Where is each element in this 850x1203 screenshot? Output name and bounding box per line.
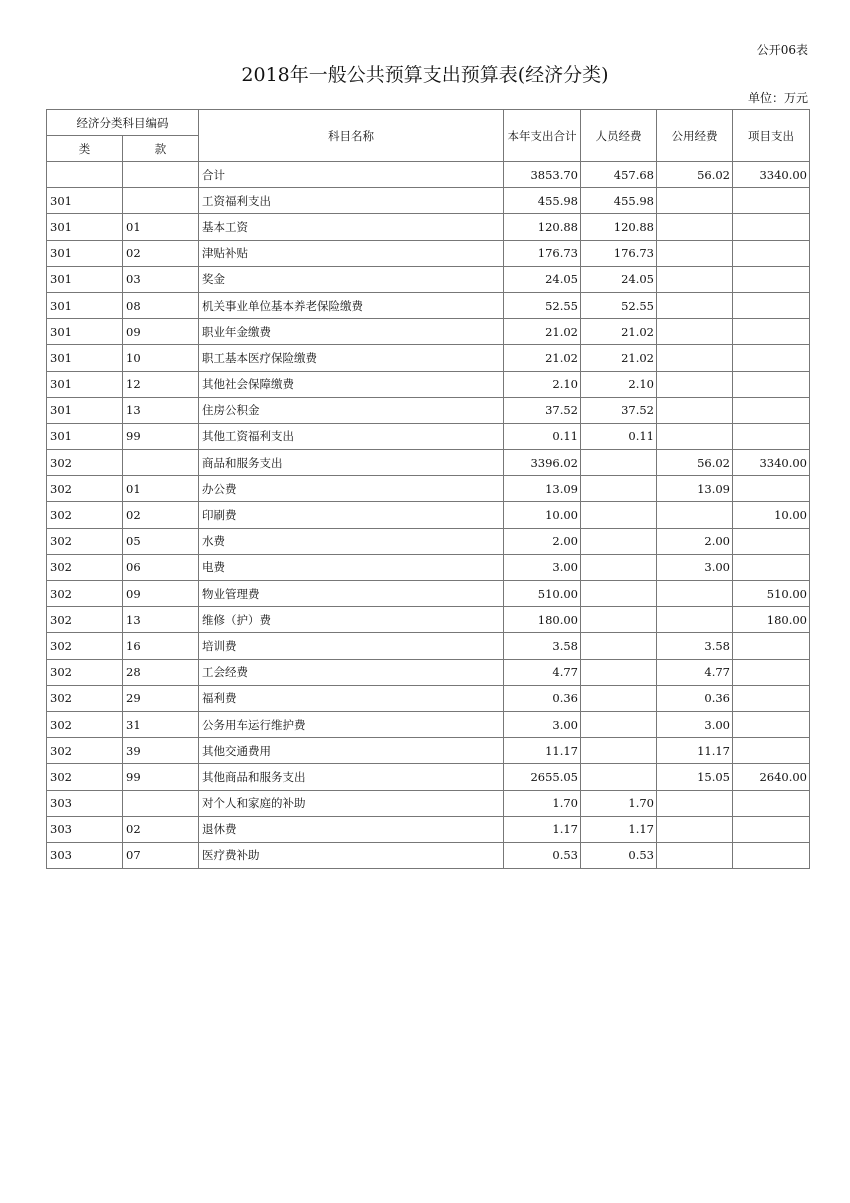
cell-name: 职工基本医疗保险缴费: [199, 345, 504, 371]
cell-lei: [47, 162, 123, 188]
cell-kuan: 39: [123, 738, 199, 764]
cell-lei: 302: [47, 764, 123, 790]
cell-public: 3.58: [657, 633, 733, 659]
cell-lei: 301: [47, 345, 123, 371]
cell-lei: 302: [47, 711, 123, 737]
unit-label: 单位：万元: [747, 91, 808, 105]
cell-personnel: [581, 764, 657, 790]
table-row: [47, 214, 810, 240]
cell-kuan: 09: [123, 319, 199, 345]
cell-total: 120.88: [504, 214, 581, 240]
cell-lei: 302: [47, 659, 123, 685]
cell-kuan: 05: [123, 528, 199, 554]
table-row: [47, 790, 810, 816]
cell-total: 3.58: [504, 633, 581, 659]
table-row: [47, 162, 810, 188]
table-row: [47, 371, 810, 397]
cell-public: [657, 266, 733, 292]
cell-public: [657, 345, 733, 371]
cell-project: 180.00: [733, 607, 810, 633]
cell-personnel: 1.17: [581, 816, 657, 842]
cell-name: 退休费: [199, 816, 504, 842]
cell-personnel: 457.68: [581, 162, 657, 188]
cell-name: 办公费: [199, 476, 504, 502]
cell-kuan: 08: [123, 292, 199, 318]
header-kuan: 款: [123, 136, 199, 162]
table-row: [47, 319, 810, 345]
cell-kuan: [123, 188, 199, 214]
cell-lei: 302: [47, 450, 123, 476]
cell-personnel: 21.02: [581, 319, 657, 345]
cell-lei: 302: [47, 685, 123, 711]
cell-project: [733, 319, 810, 345]
cell-personnel: [581, 711, 657, 737]
cell-public: [657, 319, 733, 345]
cell-total: 510.00: [504, 581, 581, 607]
cell-project: [733, 790, 810, 816]
cell-personnel: [581, 659, 657, 685]
cell-lei: 301: [47, 292, 123, 318]
cell-total: 2655.05: [504, 764, 581, 790]
cell-personnel: [581, 450, 657, 476]
page-title: 2018年一般公共预算支出预算表(经济分类): [241, 64, 609, 86]
cell-project: [733, 685, 810, 711]
cell-kuan: [123, 162, 199, 188]
cell-public: [657, 816, 733, 842]
cell-lei: 301: [47, 319, 123, 345]
cell-personnel: [581, 607, 657, 633]
cell-project: [733, 397, 810, 423]
cell-personnel: 52.55: [581, 292, 657, 318]
cell-project: [733, 528, 810, 554]
cell-lei: 301: [47, 397, 123, 423]
cell-kuan: 29: [123, 685, 199, 711]
cell-project: [733, 214, 810, 240]
cell-total: 180.00: [504, 607, 581, 633]
cell-kuan: 02: [123, 240, 199, 266]
cell-personnel: [581, 476, 657, 502]
cell-name: 水费: [199, 528, 504, 554]
cell-public: [657, 607, 733, 633]
cell-kuan: 02: [123, 502, 199, 528]
cell-public: [657, 423, 733, 449]
table-row: [47, 738, 810, 764]
cell-name: 物业管理费: [199, 581, 504, 607]
header-project: 项目支出: [733, 110, 810, 162]
cell-public: [657, 188, 733, 214]
cell-public: 3.00: [657, 711, 733, 737]
cell-project: 3340.00: [733, 162, 810, 188]
cell-project: [733, 659, 810, 685]
table-row: [47, 397, 810, 423]
cell-name: 电费: [199, 554, 504, 580]
cell-lei: 302: [47, 581, 123, 607]
cell-public: 13.09: [657, 476, 733, 502]
cell-name: 奖金: [199, 266, 504, 292]
cell-total: 37.52: [504, 397, 581, 423]
cell-project: [733, 188, 810, 214]
cell-public: 3.00: [657, 554, 733, 580]
cell-public: [657, 790, 733, 816]
cell-kuan: [123, 450, 199, 476]
cell-lei: 302: [47, 528, 123, 554]
cell-kuan: 10: [123, 345, 199, 371]
cell-lei: 302: [47, 633, 123, 659]
cell-public: [657, 581, 733, 607]
cell-name: 其他社会保障缴费: [199, 371, 504, 397]
cell-total: 3.00: [504, 711, 581, 737]
cell-kuan: 12: [123, 371, 199, 397]
cell-kuan: 01: [123, 476, 199, 502]
table-row: [47, 607, 810, 633]
cell-project: 10.00: [733, 502, 810, 528]
cell-personnel: 24.05: [581, 266, 657, 292]
cell-name: 工会经费: [199, 659, 504, 685]
table-row: [47, 450, 810, 476]
cell-personnel: [581, 685, 657, 711]
cell-project: [733, 371, 810, 397]
cell-name: 机关事业单位基本养老保险缴费: [199, 292, 504, 318]
cell-name: 商品和服务支出: [199, 450, 504, 476]
cell-project: [733, 711, 810, 737]
table-row: [47, 816, 810, 842]
table-body: [47, 162, 810, 869]
cell-total: 10.00: [504, 502, 581, 528]
cell-kuan: 13: [123, 397, 199, 423]
cell-lei: 302: [47, 554, 123, 580]
table-row: [47, 633, 810, 659]
table-row: [47, 292, 810, 318]
cell-total: 4.77: [504, 659, 581, 685]
cell-project: [733, 266, 810, 292]
cell-total: 13.09: [504, 476, 581, 502]
table-row: [47, 345, 810, 371]
header-lei: 类: [47, 136, 123, 162]
cell-total: 455.98: [504, 188, 581, 214]
cell-public: [657, 214, 733, 240]
cell-name: 工资福利支出: [199, 188, 504, 214]
cell-name: 住房公积金: [199, 397, 504, 423]
table-row: [47, 685, 810, 711]
cell-kuan: 07: [123, 842, 199, 868]
cell-kuan: 06: [123, 554, 199, 580]
table-row: [47, 554, 810, 580]
table-header: [47, 110, 810, 162]
header-total: 本年支出合计: [504, 110, 581, 162]
cell-public: [657, 371, 733, 397]
cell-project: [733, 554, 810, 580]
cell-total: 2.00: [504, 528, 581, 554]
table-row: [47, 764, 810, 790]
cell-total: 0.11: [504, 423, 581, 449]
cell-personnel: [581, 633, 657, 659]
cell-personnel: 21.02: [581, 345, 657, 371]
cell-personnel: 120.88: [581, 214, 657, 240]
cell-public: [657, 397, 733, 423]
cell-public: [657, 842, 733, 868]
cell-personnel: [581, 528, 657, 554]
table-row: [47, 240, 810, 266]
cell-total: 1.17: [504, 816, 581, 842]
cell-kuan: 28: [123, 659, 199, 685]
cell-project: [733, 423, 810, 449]
cell-public: [657, 502, 733, 528]
cell-lei: 303: [47, 842, 123, 868]
table-row: [47, 528, 810, 554]
cell-project: [733, 842, 810, 868]
cell-name: 医疗费补助: [199, 842, 504, 868]
table-row: [47, 659, 810, 685]
cell-public: 56.02: [657, 162, 733, 188]
cell-total: 1.70: [504, 790, 581, 816]
cell-lei: 301: [47, 266, 123, 292]
cell-personnel: 455.98: [581, 188, 657, 214]
cell-name: 津贴补贴: [199, 240, 504, 266]
cell-total: 24.05: [504, 266, 581, 292]
cell-total: 3853.70: [504, 162, 581, 188]
table-row: [47, 502, 810, 528]
cell-name: 其他交通费用: [199, 738, 504, 764]
cell-kuan: 02: [123, 816, 199, 842]
cell-total: 52.55: [504, 292, 581, 318]
cell-lei: 302: [47, 607, 123, 633]
cell-kuan: 09: [123, 581, 199, 607]
table-row: [47, 188, 810, 214]
cell-kuan: 01: [123, 214, 199, 240]
cell-kuan: 03: [123, 266, 199, 292]
cell-kuan: 31: [123, 711, 199, 737]
cell-total: 21.02: [504, 345, 581, 371]
budget-table: [46, 109, 810, 869]
cell-personnel: [581, 554, 657, 580]
cell-personnel: 0.53: [581, 842, 657, 868]
header-name: 科目名称: [199, 110, 504, 162]
cell-public: 4.77: [657, 659, 733, 685]
cell-name: 维修（护）费: [199, 607, 504, 633]
cell-personnel: [581, 738, 657, 764]
cell-lei: 301: [47, 188, 123, 214]
cell-name: 公务用车运行维护费: [199, 711, 504, 737]
cell-public: 11.17: [657, 738, 733, 764]
cell-lei: 301: [47, 423, 123, 449]
header-public: 公用经费: [657, 110, 733, 162]
cell-total: 3396.02: [504, 450, 581, 476]
cell-public: 56.02: [657, 450, 733, 476]
cell-project: 3340.00: [733, 450, 810, 476]
header-personnel: 人员经费: [581, 110, 657, 162]
cell-personnel: 2.10: [581, 371, 657, 397]
cell-name: 其他商品和服务支出: [199, 764, 504, 790]
cell-public: 0.36: [657, 685, 733, 711]
cell-lei: 301: [47, 371, 123, 397]
cell-name: 职业年金缴费: [199, 319, 504, 345]
cell-name: 对个人和家庭的补助: [199, 790, 504, 816]
cell-personnel: [581, 502, 657, 528]
table-row: [47, 476, 810, 502]
cell-personnel: 37.52: [581, 397, 657, 423]
cell-lei: 303: [47, 790, 123, 816]
cell-total: 176.73: [504, 240, 581, 266]
cell-total: 11.17: [504, 738, 581, 764]
cell-public: 2.00: [657, 528, 733, 554]
cell-project: [733, 345, 810, 371]
cell-kuan: [123, 790, 199, 816]
cell-lei: 301: [47, 214, 123, 240]
cell-kuan: 99: [123, 423, 199, 449]
cell-name: 基本工资: [199, 214, 504, 240]
cell-project: [733, 738, 810, 764]
cell-lei: 302: [47, 502, 123, 528]
cell-public: 15.05: [657, 764, 733, 790]
cell-total: 0.36: [504, 685, 581, 711]
table-row: [47, 266, 810, 292]
cell-public: [657, 292, 733, 318]
cell-personnel: [581, 581, 657, 607]
cell-kuan: 13: [123, 607, 199, 633]
cell-name: 合计: [199, 162, 504, 188]
cell-total: 0.53: [504, 842, 581, 868]
cell-lei: 303: [47, 816, 123, 842]
form-number: 公开06表: [756, 43, 808, 57]
cell-public: [657, 240, 733, 266]
cell-lei: 301: [47, 240, 123, 266]
cell-project: 2640.00: [733, 764, 810, 790]
cell-lei: 302: [47, 476, 123, 502]
table-row: [47, 581, 810, 607]
cell-kuan: 16: [123, 633, 199, 659]
cell-name: 其他工资福利支出: [199, 423, 504, 449]
cell-total: 21.02: [504, 319, 581, 345]
cell-personnel: 0.11: [581, 423, 657, 449]
cell-project: [733, 240, 810, 266]
cell-name: 培训费: [199, 633, 504, 659]
table-row: [47, 711, 810, 737]
cell-project: 510.00: [733, 581, 810, 607]
cell-kuan: 99: [123, 764, 199, 790]
cell-name: 福利费: [199, 685, 504, 711]
cell-personnel: 1.70: [581, 790, 657, 816]
cell-lei: 302: [47, 738, 123, 764]
cell-total: 2.10: [504, 371, 581, 397]
table-row: [47, 842, 810, 868]
cell-project: [733, 633, 810, 659]
table-row: [47, 423, 810, 449]
cell-total: 3.00: [504, 554, 581, 580]
cell-personnel: 176.73: [581, 240, 657, 266]
cell-name: 印刷费: [199, 502, 504, 528]
cell-project: [733, 292, 810, 318]
header-code-group: 经济分类科目编码: [47, 110, 199, 136]
cell-project: [733, 816, 810, 842]
cell-project: [733, 476, 810, 502]
